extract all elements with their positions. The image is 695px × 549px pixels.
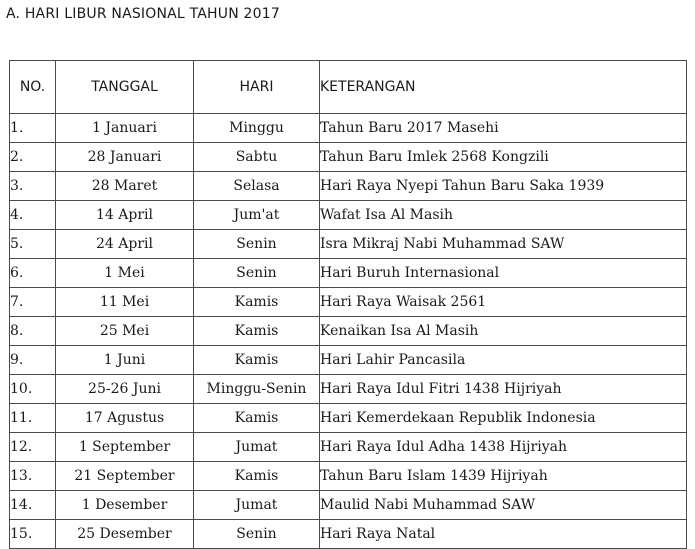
column-header-no: NO.	[10, 61, 56, 114]
table-row	[10, 143, 687, 172]
cell-day: Kamis	[194, 404, 320, 433]
cell-no: 3.	[10, 172, 56, 201]
table-row	[10, 491, 687, 520]
table-row	[10, 230, 687, 259]
cell-date: 17 Agustus	[56, 404, 194, 433]
table-row	[10, 259, 687, 288]
cell-date: 1 Mei	[56, 259, 194, 288]
cell-date: 24 April	[56, 230, 194, 259]
cell-day: Jum'at	[194, 201, 320, 230]
cell-no: 7.	[10, 288, 56, 317]
table-row	[10, 201, 687, 230]
cell-no: 15.	[10, 520, 56, 549]
cell-day: Jumat	[194, 433, 320, 462]
cell-no: 14.	[10, 491, 56, 520]
cell-date: 1 Juni	[56, 346, 194, 375]
cell-day: Kamis	[194, 317, 320, 346]
table-row	[10, 404, 687, 433]
cell-note: Tahun Baru 2017 Masehi	[320, 114, 687, 143]
cell-date: 11 Mei	[56, 288, 194, 317]
cell-no: 8.	[10, 317, 56, 346]
cell-no: 13.	[10, 462, 56, 491]
cell-no: 12.	[10, 433, 56, 462]
table-row	[10, 433, 687, 462]
cell-date: 14 April	[56, 201, 194, 230]
cell-no: 5.	[10, 230, 56, 259]
cell-day: Senin	[194, 230, 320, 259]
column-header-note: KETERANGAN	[320, 61, 687, 114]
cell-note: Hari Raya Nyepi Tahun Baru Saka 1939	[320, 172, 687, 201]
cell-day: Sabtu	[194, 143, 320, 172]
cell-date: 28 Maret	[56, 172, 194, 201]
cell-note: Hari Raya Idul Fitri 1438 Hijriyah	[320, 375, 687, 404]
cell-note: Hari Raya Waisak 2561	[320, 288, 687, 317]
table-row	[10, 346, 687, 375]
cell-note: Wafat Isa Al Masih	[320, 201, 687, 230]
cell-day: Kamis	[194, 462, 320, 491]
column-header-day: HARI	[194, 61, 320, 114]
table-row	[10, 172, 687, 201]
cell-note: Hari Raya Natal	[320, 520, 687, 549]
table-row	[10, 114, 687, 143]
cell-date: 1 Januari	[56, 114, 194, 143]
cell-no: 10.	[10, 375, 56, 404]
cell-no: 11.	[10, 404, 56, 433]
cell-date: 25-26 Juni	[56, 375, 194, 404]
table-row	[10, 375, 687, 404]
cell-note: Isra Mikraj Nabi Muhammad SAW	[320, 230, 687, 259]
cell-no: 9.	[10, 346, 56, 375]
cell-day: Kamis	[194, 288, 320, 317]
cell-no: 6.	[10, 259, 56, 288]
cell-note: Hari Buruh Internasional	[320, 259, 687, 288]
cell-day: Kamis	[194, 346, 320, 375]
cell-no: 4.	[10, 201, 56, 230]
table-row	[10, 317, 687, 346]
table-row	[10, 462, 687, 491]
cell-day: Minggu-Senin	[194, 375, 320, 404]
cell-note: Hari Raya Idul Adha 1438 Hijriyah	[320, 433, 687, 462]
cell-day: Selasa	[194, 172, 320, 201]
column-header-date: TANGGAL	[56, 61, 194, 114]
cell-note: Tahun Baru Islam 1439 Hijriyah	[320, 462, 687, 491]
cell-note: Hari Lahir Pancasila	[320, 346, 687, 375]
table-row	[10, 288, 687, 317]
holiday-table	[9, 60, 687, 549]
cell-no: 1.	[10, 114, 56, 143]
table-header-row	[10, 61, 687, 114]
cell-note: Hari Kemerdekaan Republik Indonesia	[320, 404, 687, 433]
cell-date: 21 September	[56, 462, 194, 491]
section-heading: A. HARI LIBUR NASIONAL TAHUN 2017	[6, 6, 280, 22]
cell-date: 28 Januari	[56, 143, 194, 172]
cell-day: Minggu	[194, 114, 320, 143]
table-row	[10, 520, 687, 549]
cell-day: Senin	[194, 259, 320, 288]
cell-date: 1 September	[56, 433, 194, 462]
cell-date: 25 Desember	[56, 520, 194, 549]
cell-note: Tahun Baru Imlek 2568 Kongzili	[320, 143, 687, 172]
cell-no: 2.	[10, 143, 56, 172]
table-body	[10, 114, 687, 549]
cell-date: 25 Mei	[56, 317, 194, 346]
cell-day: Senin	[194, 520, 320, 549]
cell-day: Jumat	[194, 491, 320, 520]
cell-note: Maulid Nabi Muhammad SAW	[320, 491, 687, 520]
cell-note: Kenaikan Isa Al Masih	[320, 317, 687, 346]
cell-date: 1 Desember	[56, 491, 194, 520]
